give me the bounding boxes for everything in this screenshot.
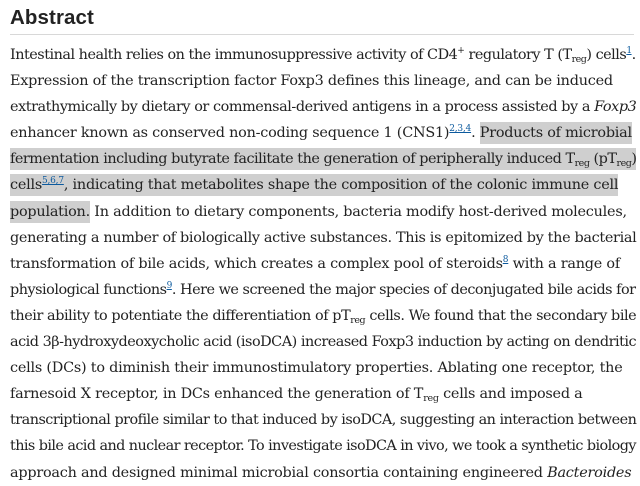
paragraph-line (10, 94, 640, 120)
text-run: their ability to potentiate the differentiation of pT (10, 307, 351, 324)
abstract-paragraph (10, 42, 640, 486)
paragraph-line (10, 329, 640, 355)
paragraph-line (10, 68, 640, 94)
text-run: cells (10, 177, 43, 194)
subscript: reg (423, 393, 439, 405)
text-run: extrathymically by dietary or commensal-derived antigens in a process assisted by a (10, 99, 595, 116)
text-run: approach and designed minimal microbial consortia containing engineered (10, 464, 548, 481)
subscript: reg (350, 314, 366, 326)
paragraph-line (10, 355, 640, 381)
text-run: fermentation including butyrate facilitate the generation of peripherally induced T (10, 151, 575, 168)
paragraph-line (10, 303, 640, 329)
reference-link-9[interactable]: 9 (166, 280, 172, 291)
text-run: regulatory T (T (464, 47, 572, 63)
text-run: ) cells (586, 47, 627, 63)
paragraph-line (10, 277, 640, 303)
text-run: farnesoid X receptor, in DCs enhanced the generation of T (10, 386, 424, 403)
subscript: reg (571, 54, 587, 65)
paragraph-line (10, 460, 640, 486)
paragraph-line (10, 433, 640, 459)
paragraph-line (10, 251, 640, 277)
paragraph-line (10, 120, 640, 146)
paragraph-line (10, 381, 640, 407)
paragraph-line (10, 42, 640, 68)
text-run: this bile acid and nuclear receptor. To investigate isoDCA in vivo, we took a synthetic biology (10, 438, 636, 455)
text-run: , indicating that metabolites shape the composition of the colonic immune cell (63, 177, 619, 194)
text-run: . (631, 47, 636, 63)
text-run: Expression of the transcription factor Foxp3 defines this lineage, and can be induced (10, 73, 613, 90)
highlighted-text: population. (10, 201, 90, 223)
reference-link-8[interactable]: 8 (502, 254, 509, 265)
subscript: reg (616, 158, 632, 170)
text-run: cells and imposed a (438, 386, 583, 403)
paragraph-line (10, 172, 640, 198)
text-run: physiological functions (10, 281, 167, 298)
text-run: with a range of (508, 255, 620, 272)
reference-link-5-7[interactable]: 5,6,7 (42, 176, 64, 187)
paragraph-line (10, 146, 640, 172)
reference-link-2-4[interactable]: 2,3,4 (449, 124, 472, 135)
text-run: acid 3β-hydroxydeoxycholic acid (isoDCA) increased Foxp3 induction by acting on dendritic (10, 334, 637, 351)
section-heading: Abstract (10, 6, 94, 29)
paragraph-line (10, 199, 640, 225)
text-run: In addition to dietary components, bacteria modify host-derived molecules, (89, 203, 627, 220)
reference-link-1[interactable]: 1 (626, 46, 632, 56)
text-run: cells. We found that the secondary bile (365, 307, 637, 324)
text-run: generating a number of biologically active substances. This is epitomized by the bacterial (10, 229, 637, 246)
subscript: reg (574, 158, 590, 170)
text-run: cells (DCs) to diminish their immunostimulatory properties. Ablating one receptor, the (10, 360, 623, 377)
highlighted-text (10, 148, 636, 170)
text-run: transformation of bile acids, which creates a complex pool of steroids (10, 255, 503, 272)
text-run: ) (631, 151, 637, 168)
text-run: . Here we screened the major species of deconjugated bile acids for (171, 281, 636, 298)
highlighted-text (10, 174, 618, 196)
text-run: transcriptional profile similar to that induced by isoDCA, suggesting an interaction between (10, 412, 637, 429)
text-run: (pT (589, 151, 617, 168)
paragraph-line (10, 407, 640, 433)
paragraph-line (10, 225, 640, 251)
highlighted-text: Products of microbial (480, 122, 632, 144)
heading-divider (10, 34, 634, 35)
italic-term: Bacteroides (547, 464, 632, 481)
superscript: + (457, 46, 465, 56)
abstract-section (10, 0, 637, 481)
text-run: . (471, 125, 480, 142)
text-run: Intestinal health relies on the immunosuppressive activity of CD4 (10, 47, 458, 63)
text-run: enhancer known as conserved non-coding sequence 1 (CNS1) (10, 125, 450, 142)
italic-term: Foxp3 (594, 99, 637, 116)
